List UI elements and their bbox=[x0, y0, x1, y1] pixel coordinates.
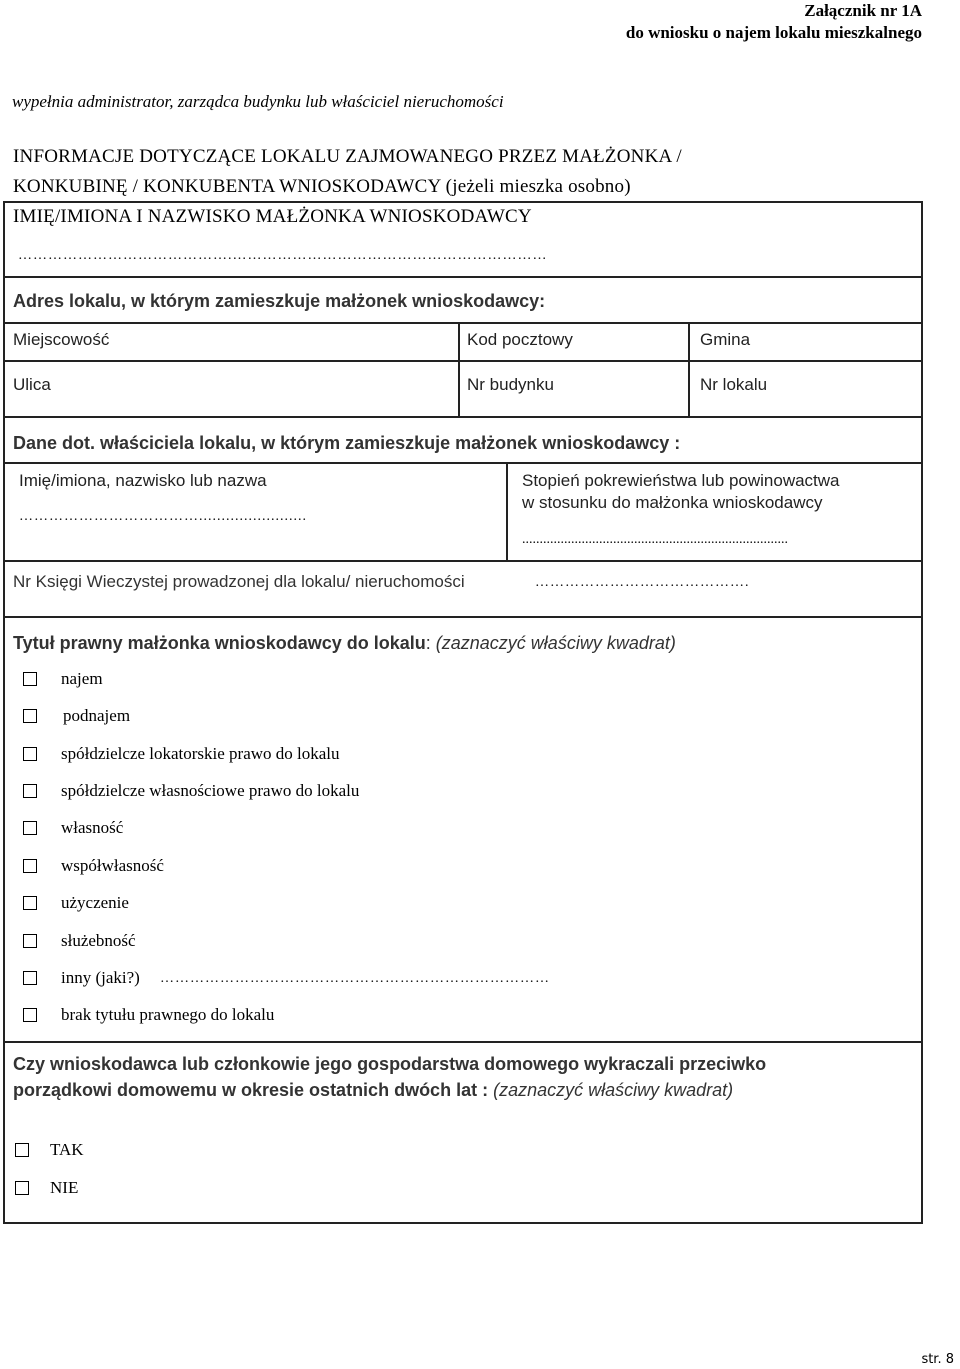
spouse-name-field[interactable]: …………………………………….……………………………………………………… bbox=[18, 248, 548, 263]
checkbox-wspolwlasnosc[interactable] bbox=[23, 859, 37, 873]
disturbance-question-line1: Czy wnioskodawca lub członkowie jego gospodarstwa domowego wykraczali przeciwko bbox=[13, 1054, 767, 1074]
flat-number-label[interactable]: Nr lokalu bbox=[700, 375, 768, 394]
disturbance-hint: (zaznaczyć właściwy kwadrat) bbox=[488, 1080, 734, 1100]
relation-label-line1: Stopień pokrewieństwa lub powinowactwa bbox=[522, 471, 840, 490]
attachment-subtitle: do wniosku o najem lokalu mieszkalnego bbox=[625, 23, 922, 42]
address-col-divider-1 bbox=[458, 322, 460, 418]
divider bbox=[3, 322, 923, 324]
disturbance-question-text: porządkowi domowemu w okresie ostatnich dwóch lat : bbox=[13, 1080, 489, 1100]
legal-title-question bbox=[13, 633, 676, 654]
checkbox-brak-tytulu[interactable] bbox=[23, 1008, 37, 1022]
relation-field[interactable]: ............................................................................ bbox=[522, 532, 788, 547]
option-tak: TAK bbox=[50, 1140, 84, 1159]
legal-title-hint: (zaznaczyć właściwy kwadrat) bbox=[430, 633, 676, 653]
postal-code-label[interactable]: Kod pocztowy bbox=[467, 330, 573, 349]
address-col-divider-2 bbox=[688, 322, 690, 418]
option-brak-tytulu: brak tytułu prawnego do lokalu bbox=[61, 1005, 275, 1024]
legal-title-question-text: Tytuł prawny małżonka wnioskodawcy do lokalu bbox=[13, 633, 426, 653]
street-label[interactable]: Ulica bbox=[13, 375, 51, 394]
owner-col-divider bbox=[506, 462, 508, 560]
divider bbox=[3, 616, 923, 618]
frame-top-line bbox=[3, 201, 923, 203]
checkbox-sluzebnosc[interactable] bbox=[23, 934, 37, 948]
owner-title: Dane dot. właściciela lokalu, w którym zamieszkuje małżonek wnioskodawcy : bbox=[13, 433, 681, 453]
checkbox-spoldzielcze-wlasnosciowe[interactable] bbox=[23, 784, 37, 798]
frame-right-line bbox=[921, 201, 923, 1224]
checkbox-podnajem[interactable] bbox=[23, 709, 37, 723]
checkbox-spoldzielcze-lokatorskie[interactable] bbox=[23, 747, 37, 761]
spouse-name-title: IMIĘ/IMIONA I NAZWISKO MAŁŻONKA WNIOSKODAWCY bbox=[13, 206, 532, 227]
option-spoldzielcze-wlasnosciowe: spółdzielcze własnościowe prawo do lokalu bbox=[61, 781, 360, 800]
commune-label[interactable]: Gmina bbox=[700, 330, 751, 349]
frame-bottom-line bbox=[3, 1222, 923, 1224]
relation-label-line2: w stosunku do małżonka wnioskodawcy bbox=[522, 493, 823, 512]
owner-name-label: Imię/imiona, nazwisko lub nazwa bbox=[19, 471, 267, 490]
attachment-number: Załącznik nr 1A bbox=[804, 1, 922, 20]
legal-title-colon: : bbox=[425, 633, 431, 653]
filled-by-note: wypełnia administrator, zarządca budynku lub właściciel nieruchomości bbox=[12, 92, 504, 111]
option-wlasnosc: własność bbox=[61, 818, 124, 837]
option-uzyczenie: użyczenie bbox=[61, 893, 129, 912]
divider bbox=[3, 416, 923, 418]
divider bbox=[3, 360, 923, 362]
frame-left-line bbox=[3, 201, 5, 1224]
option-najem: najem bbox=[61, 669, 103, 688]
checkbox-najem[interactable] bbox=[23, 672, 37, 686]
option-sluzebnosc: służebność bbox=[61, 931, 136, 950]
page-number: str. 8 bbox=[921, 1352, 954, 1367]
divider bbox=[3, 276, 923, 278]
divider bbox=[3, 1041, 923, 1043]
section-title-line2: KONKUBINĘ / KONKUBENTA WNIOSKODAWCY (jeżeli mieszka osobno) bbox=[13, 176, 631, 197]
option-wspolwlasnosc: współwłasność bbox=[61, 856, 164, 875]
disturbance-question-line2 bbox=[13, 1080, 733, 1101]
building-number-label[interactable]: Nr budynku bbox=[467, 375, 554, 394]
owner-name-field[interactable]: ………………………………........................ bbox=[19, 509, 307, 524]
checkbox-tak[interactable] bbox=[15, 1143, 29, 1157]
checkbox-wlasnosc[interactable] bbox=[23, 821, 37, 835]
address-title: Adres lokalu, w którym zamieszkuje małżonek wnioskodawcy: bbox=[13, 291, 546, 311]
checkbox-nie[interactable] bbox=[15, 1181, 29, 1195]
option-podnajem: podnajem bbox=[63, 706, 131, 725]
option-nie: NIE bbox=[50, 1178, 79, 1197]
land-register-label: Nr Księgi Wieczystej prowadzonej dla lokalu/ nieruchomości bbox=[13, 572, 465, 591]
divider bbox=[3, 560, 923, 562]
divider bbox=[3, 462, 923, 464]
option-inny-field[interactable]: …………………………………………………………………… bbox=[160, 971, 550, 986]
option-spoldzielcze-lokatorskie: spółdzielcze lokatorskie prawo do lokalu bbox=[61, 744, 340, 763]
land-register-field[interactable]: ……………………………………. bbox=[535, 575, 750, 590]
section-title-line1: INFORMACJE DOTYCZĄCE LOKALU ZAJMOWANEGO PRZEZ MAŁŻONKA / bbox=[13, 146, 682, 167]
checkbox-uzyczenie[interactable] bbox=[23, 896, 37, 910]
city-label[interactable]: Miejscowość bbox=[13, 330, 110, 349]
checkbox-inny[interactable] bbox=[23, 971, 37, 985]
option-inny: inny (jaki?) bbox=[61, 968, 140, 987]
